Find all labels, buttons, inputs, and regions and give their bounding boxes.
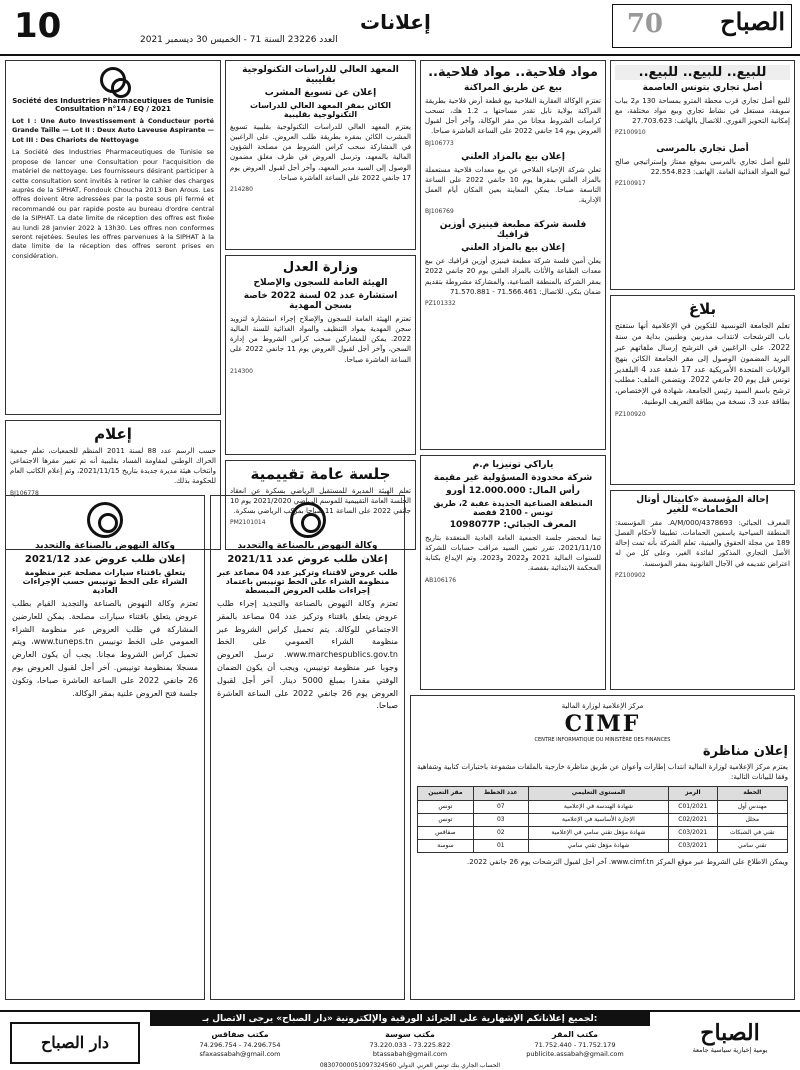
table-cell: مهندس أول [717, 800, 787, 813]
farm-column [420, 60, 606, 620]
office-sousse-title: مكتب سوسة [385, 1030, 435, 1039]
cimf-logo: CIMF [564, 711, 641, 738]
farm-1-title: بيع عن طريق المراكنة [464, 83, 562, 93]
justice-title: وزارة العدل [282, 260, 359, 275]
siphat-lots: Lot I : Une Auto Investissement à Conducteur porté Grande Taille — Lot II : Deux Auto Laveuse Aspirante — Lot III : Des Chariots de Nettoyage [12, 117, 214, 144]
company-address: المنطقة الصناعية الجديدة عقبة 2، طريق تونس - 2100 قفصة [433, 499, 593, 517]
tender-2-title: إعلان طلب عروض عدد 2021/11 [227, 554, 388, 565]
footer-logo-block [665, 1020, 795, 1055]
tender-1-body: تعتزم وكالة النهوض بالصناعة والتجديد القيام بطلب عروض يتعلق باقتناء سيارات مصلحة. يمكن للعارضين المشاركة في طلب العروض عبر منظومة الشراء العمومي على الخط تونيبس www.tuneps.tn، ويتم تحميل كراس الشروط مجانا. يجب أن يكون العارض مسجلا بمنظومة تونيبس. آخر أجل لقبول العروض يوم 26 جانفي 2022 على الساعة العاشرة صباحا، وتكون جلسة فتح العروض علنية بمقر الوكالة. [12, 599, 198, 698]
cimf-table-header-cell: الخطة [717, 787, 787, 800]
farm-2-body: تعلن شركة الإحياء الفلاحي عن بيع معدات فلاحية مستعملة بالمزاد العلني بمقرها يوم 10 جانفي 2022 على الساعة التاسعة صباحا. يمكن المعاينة بعين المكان أيام العمل الإدارية. [425, 165, 601, 205]
office-hq-title: مكتب المقر [552, 1030, 598, 1039]
siphat-logo-icon [100, 67, 126, 93]
classified-2-title: أصل تجاري بالمرسى [656, 143, 749, 154]
classified-2-ref: PZ100917 [615, 179, 646, 187]
cimf-title: إعلان مناظرة [702, 744, 788, 760]
classified-1-ref: PZ100910 [615, 129, 646, 137]
justice-ref: 214300 [230, 367, 253, 375]
farm-title: مواد فلاحية.. مواد فلاحية.. [428, 65, 598, 80]
tender-2-subtitle: طلب عروض لاقتناء وتركيز عدد 04 مصاعد عبر منظومة الشراء على الخط تونيبس باعتماد إجراءات طلب العروض المبسطة [217, 568, 398, 595]
farm-3-ref: PZ101332 [425, 299, 456, 307]
office-hq-phone: 71.752.179 - 71.752.440 [534, 1040, 616, 1049]
footer-banner: لجميع إعلاناتكم الإشهارية على الجرائد الورقية والإلكترونية «دار الصباح» يرجى الاتصال بـ: [150, 1012, 650, 1026]
table-cell: 01 [473, 839, 528, 852]
justice-subtitle: الهيئة العامة للسجون والإصلاح [253, 278, 388, 288]
table-cell: محلل [717, 813, 787, 826]
institute-body: يعتزم المعهد العالي للدراسات التكنولوجية بقليبية تسويغ المشرب الكائن بمقره بطريقة طلب العروض. على الراغبين في المشاركة سحب كراس الشروط من مصلحة الشؤون المالية بالمعهد، وترسل العروض في ظرف مغلق مضمون الوصول إلى السيد مدير المعهد، وآخر أجل لقبول العروض يوم 17 جانفي 2022 على الساعة العاشرة صباحا. [230, 123, 411, 182]
general-assembly-ref: PM2101014 [230, 519, 266, 527]
table-cell: C01/2021 [669, 800, 717, 813]
table-cell: C02/2021 [669, 813, 717, 826]
general-assembly-title: جلسة عامة تقييمية [250, 465, 391, 483]
table-cell: تونس [418, 813, 474, 826]
classified-2-body: للبيع أصل تجاري بالمرسى بموقع ممتاز وإستراتيجي صالح لبيع المواد الغذائية العامة. الهاتف: 22.554.823 [615, 157, 790, 176]
institute-subtitle-2: الكائن بمقر المعهد العالي للدراسات التكنولوجية بقليبية [250, 101, 391, 119]
table-cell: تونس [418, 800, 474, 813]
table-cell: 03 [473, 813, 528, 826]
institute-ref: 214280 [230, 185, 253, 193]
table-cell: شهادة مؤهل تقني سامي في الإعلامية [528, 826, 668, 839]
table-row [418, 826, 788, 839]
issue-info: العدد 23226 السنة 71 - الخميس 30 ديسمبر 2021 [140, 35, 338, 45]
cimf-table [417, 786, 788, 852]
page-header [0, 0, 800, 56]
classified-1-title: أصل تجاري بتونس العاصمة [642, 83, 763, 93]
tender-1-subtitle: يتعلق باقتناء سيارات مصلحة عبر منظومة الشراء على الخط تونيبس حسب الإجراءات العادية [22, 568, 188, 595]
table-cell: الإجازة الأساسية في الإعلامية [528, 813, 668, 826]
company-ref: AB106176 [425, 576, 457, 584]
agency-name: وكالة النهوض بالصناعة والتجديد [35, 541, 175, 551]
footer-tagline: يومية إخبارية سياسية جامعة [692, 1046, 768, 1054]
notice-ref: PZ100920 [615, 411, 646, 418]
page-footer [0, 1010, 800, 1070]
transfer-box [610, 490, 795, 690]
general-assembly-body: تعلم الهيئة المديرة للمستقبل الرياضي بسكرة عن انعقاد الجلسة العامة التقييمية للموسم الرياضي 2021/2020 يوم 10 جانفي 2022 على الساعة 11 صباحا بمركب الرياضي بسكرة. [230, 487, 411, 516]
media-title: إعلام [94, 425, 132, 443]
table-cell: شهادة الهندسة في الإعلامية [528, 800, 668, 813]
office-sfax-phone: 74.296.754 - 74.296.754 [199, 1040, 281, 1049]
siphat-box [5, 60, 221, 415]
farm-2-title: إعلان بيع بالمزاد العلني [461, 151, 565, 162]
tender-1-title: إعلان طلب عروض عدد 2021/12 [24, 554, 186, 565]
table-row [418, 813, 788, 826]
notice-body: تعلم الجامعة التونسية للتكوين في الإعلامية أنها ستفتح باب الترشحات لانتداب مدربين وطنيين بداية من سنة 2022. على الراغبين في الترشح إرسال ملفاتهم عبر البريد المضمون الوصول إلى مقر الجامعة الكائن بنهج الولايات المتحدة الأمريكية عدد 17 شقة عدد 4 البلفدير تونس قبل يوم 20 جانفي 2022. ويتضمن الملف: مطلب ترشح باسم السيد رئيس الجامعة، شهادة في الإختصاص، بطاقة عدد 3، نسخة من بطاقة التعريف الوطنية. [615, 321, 790, 407]
office-sousse-email: btassabah@gmail.com [372, 1049, 448, 1058]
company-capital: رأس المال: 12.000.000 أورو [446, 486, 580, 496]
transfer-title: إحالة المؤسسة «كابيتال أوتال الحمامات» للغير [636, 495, 769, 515]
cimf-table-header-cell: عدد الخطط [473, 787, 528, 800]
table-cell: 07 [473, 800, 528, 813]
farm-3-title: فلسة شركة مطبعة فينيزي أوزين قرافيك [439, 220, 587, 241]
table-cell: C03/2021 [669, 826, 717, 839]
page-number: 10 [14, 6, 62, 46]
cimf-table-header [418, 787, 788, 800]
farm-2-ref: BJ106769 [425, 208, 454, 216]
cimf-table-header-cell: المستوى التعليمي [528, 787, 668, 800]
office-sfax-title: مكتب صفاقس [211, 1030, 269, 1039]
media-ref: BJ106778 [10, 489, 39, 497]
institute-box [225, 60, 416, 250]
agency-logo-icon-2 [290, 502, 326, 538]
classifieds-box [610, 60, 795, 290]
institute-title: المعهد العالي للدراسات التكنولوجية بقليبية [242, 65, 399, 85]
section-title: إعلانات [360, 10, 431, 34]
table-cell: تقني سامي [717, 839, 787, 852]
tender-2-box [210, 495, 405, 1000]
siphat-body: La Société des Industries Pharmaceutiques de Tunisie se propose de lancer une Consultation pour l'acquisition de matériel de nettoyage. Les fournisseurs désirant participer à cette consultation sont invités à retirer le cahier des charges auprès de la SIPHAT, Fondouk Choucha 2013 Ben Arous. Les offres doivent être adressées par la poste sous pli fermé et recommandé ou par rapide poste au bureau d'ordre central de la SIPHAT. La date limite de réception des offres est fixée au lundi 28 Janvier 2022 à 13h30. Les offres non conformes seront rejetées. Seules les offres parvenues à la SIPHAT à la date limite de la réception des offres seront prises en considération. [12, 148, 214, 260]
institute-subtitle: إعلان عن تسويغ المشرب [264, 88, 377, 98]
table-row [418, 800, 788, 813]
farm-1-ref: BJ106773 [425, 139, 454, 147]
table-cell: صفاقس [418, 826, 474, 839]
farm-1-body: تعتزم الوكالة العقارية الفلاحية بيع قطعة أرض فلاحية بطريقة المراكنة بولاية نابل تقدر مساحتها بـ 1.2 هك، تسحب كراسات الشروط مجانا من مقر الوكالة، وآخر أجل لقبول العروض يوم 14 جانفي 2022 على الساعة العاشرة صباحا. [425, 97, 601, 136]
company-subtitle: شركة محدودة المسؤولية غير مقيمة [433, 473, 593, 483]
farm-3-body: يعلن أمين فلسة شركة مطبعة فينيزي أوزين قرافيك عن بيع معدات الطباعة والأثاث بالمزاد العلني يوم 20 جانفي 2022 بمقر الشركة بالمنطقة الصناعية، والمشاركة مشروطة بتقديم ضمان بنكي. للاتصال: 71.566.461 - 71.570.881 [425, 257, 601, 296]
company-body: تبعا لمحضر جلسة الجمعية العامة العادية المنعقدة بتاريخ 2021/11/10، تقرر تعيين السيد مراقب حسابات للشركة للسنوات المالية 2021 و2022 و2023، وتم الإيداع بكتابة المحكمة الابتدائية بقفصة. [425, 534, 601, 573]
transfer-body: المعرف الجبائي: 4378693/A/M/000. مقر المؤسسة: المنطقة السياحية ياسمين الحمامات. تطبيقا لأحكام الفصل 189 من مجلة الحقوق والعينية، تعلم الشركة بأنه تمت إحالة الأصل التجاري المذكور لفائدة الغير، وعلى كل من له اعتراض تقديمه في الآجال القانونية بمقر المؤسسة. [615, 519, 790, 568]
table-cell: 02 [473, 826, 528, 839]
company-title: ياراكي تونيزيا م.م [472, 460, 554, 470]
footer-logo: الصباح [700, 1020, 760, 1046]
cimf-body: يعتزم مركز الإعلامية لوزارة المالية انتداب إطارات وأعوان عن طريق مناظرة خارجية بالملفات مشفوعة باختبارات كتابية وشفاهية وفقا للبيانات التالية: [417, 763, 788, 782]
newspaper-logo [612, 4, 792, 48]
dar-assabah-logo: دار الصباح [10, 1022, 140, 1064]
office-hq-email: publicite.assabah@gmail.com [526, 1049, 624, 1058]
classifieds-title: للبيع.. للبيع.. للبيع.. [615, 65, 790, 80]
media-body: حسب الرسم عدد 88 لسنة 2011 المنظم للجمعيات، تعلم جمعية الحراك الوطني لمقاومة الفساد بقليبية أنه تم تغيير مقرها الاجتماعي وانتخاب هيئة مديرة جديدة بتاريخ 2021/11/15، وتم إعلام الكاتب العام للحكومة بذلك. [10, 447, 216, 486]
office-sousse-phone: 73.225.822 - 73.220.033 [369, 1040, 451, 1049]
right-column [610, 60, 795, 620]
logo-text: الصباح [720, 7, 785, 36]
table-cell: شهادة مؤهل تقني سامي [528, 839, 668, 852]
cimf-table-header-cell: الرمز [669, 787, 717, 800]
notice-box [610, 295, 795, 485]
footer-account: الحساب الجاري بنك تونس العربي الدولي 08307000051097324560 [319, 1062, 501, 1069]
siphat-title: Société des Industries Pharmaceutiques de Tunisie [12, 97, 214, 105]
notice-title: بلاغ [688, 300, 717, 318]
farm-3-subtitle: إعلان بيع بالمزاد العلني [461, 243, 565, 254]
table-cell: C03/2021 [669, 839, 717, 852]
logo-years: 70 [626, 9, 663, 39]
cimf-box [410, 695, 795, 1000]
office-sfax-email: sfaxassabah@gmail.com [199, 1049, 281, 1058]
cimf-footer: ويمكن الاطلاع على الشروط عبر موقع المركز www.cimf.tn. آخر أجل لقبول الترشحات يوم 26 جانفي 2022. [467, 857, 788, 866]
justice-box [225, 255, 416, 455]
tender-2-body: تعتزم وكالة النهوض بالصناعة والتجديد إجراء طلب عروض يتعلق باقتناء وتركيز عدد 04 مصاعد بالمقر الاجتماعي للوكالة. يتم تحميل كراس الشروط عبر منظومة الشراء العمومي على الخط www.marchespublics.gov.tn. ترسل العروض وجوبا عبر منظومة تونيبس، ويجب أن يكون الضمان الوقتي مقدرا بمبلغ 5000 دينار. آخر أجل لقبول العروض يوم 26 جانفي 2022 على الساعة العاشرة صباحا. [217, 599, 399, 711]
cimf-header: مركز الإعلامية لوزارة المالية [561, 702, 644, 710]
siphat-subtitle: Consultation n°14 / EQ / 2021 [55, 105, 171, 113]
agency-name-2: وكالة النهوض بالصناعة والتجديد [237, 541, 378, 551]
classified-1-body: للبيع أصل تجاري قرب محطة المترو بمساحة 130 م2 بباب سويقة، مستغل في نشاط تجاري وبيع مواد مختلفة، مع إمكانية التحويز الفوري. للاتصال بالهاتف: 27.703.623 [615, 97, 791, 126]
farm-box [420, 60, 606, 450]
justice-body: تعتزم الهيئة العامة للسجون والإصلاح إجراء استشارة لتزويد سجن المهدية بمواد التنظيف والمواد الغذائية للسنة المالية 2022. يمكن للمشاركين سحب كراس الشروط من إدارة السجن، وآخر أجل لقبول العروض يوم 11 جانفي 2022 على الساعة العاشرة صباحا. [230, 315, 411, 364]
justice-subtitle-2: استشارة عدد 02 لسنة 2022 خاصة بسجن المهدية [243, 291, 398, 311]
cimf-logo-sub: CENTRE INFORMATIQUE DU MINISTÈRE DES FINANCES [534, 737, 671, 744]
company-id: المعرف الجبائي: 1098077P [449, 520, 577, 530]
company-box [420, 455, 606, 690]
tender-1-box [5, 495, 205, 1000]
table-cell: سوسة [418, 839, 474, 852]
agency-logo-icon [87, 502, 123, 538]
cimf-table-header-cell: مقر التعيين [418, 787, 474, 800]
table-cell: تقني في الشبكات [717, 826, 787, 839]
transfer-ref: PZ100902 [615, 571, 646, 579]
table-row [418, 839, 788, 852]
